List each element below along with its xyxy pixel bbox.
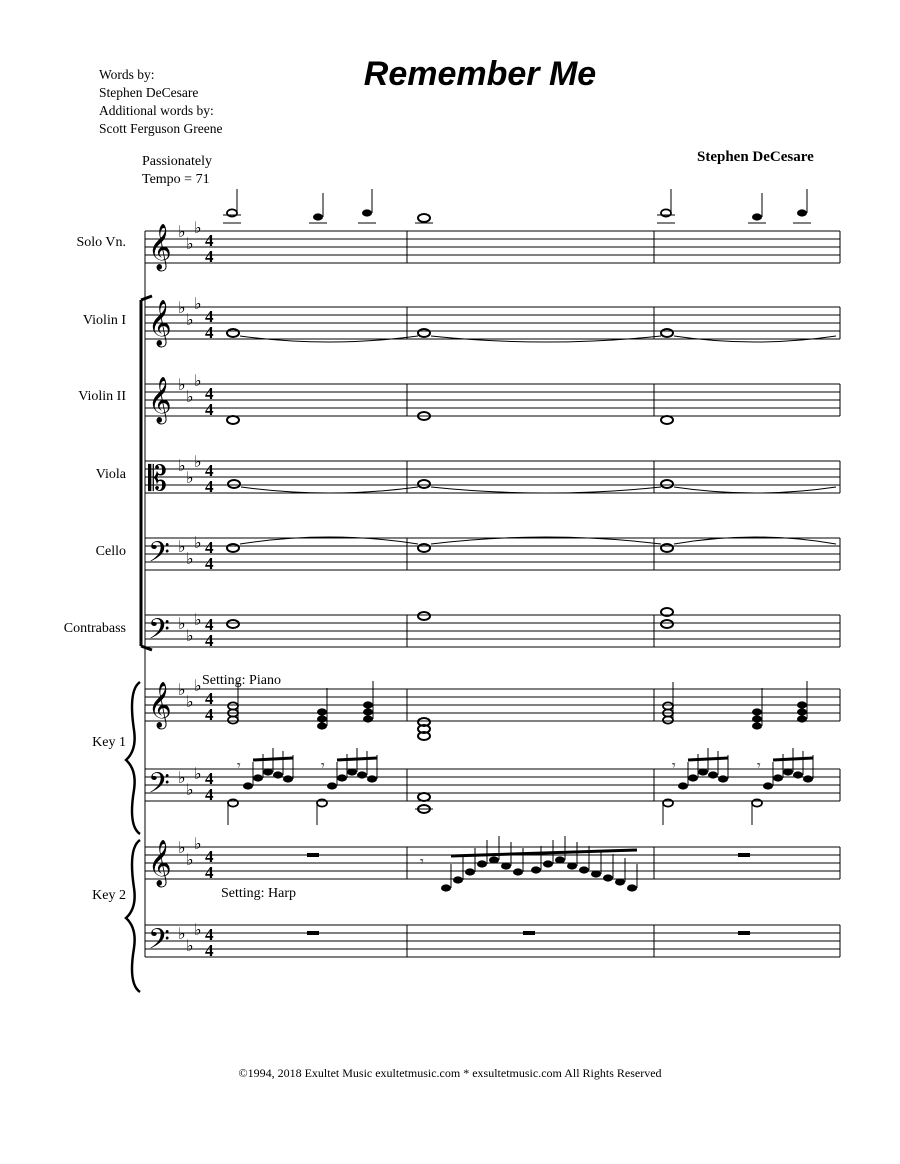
flat-icon: ♭ <box>194 294 202 313</box>
half-note <box>317 799 327 806</box>
eighth-rest-icon: 𝄾 <box>321 759 325 774</box>
flat-icon: ♭ <box>178 680 186 699</box>
whole-note <box>661 620 673 628</box>
credit-line: Additional words by: <box>99 103 214 118</box>
tie <box>431 487 661 493</box>
quarter-note <box>698 768 708 775</box>
eighth-rest-icon: 𝄾 <box>757 759 761 774</box>
flat-icon: ♭ <box>194 610 202 629</box>
credit-line: Words by: <box>99 67 155 82</box>
quarter-note <box>283 775 293 782</box>
flat-icon: ♭ <box>194 533 202 552</box>
quarter-note <box>763 782 773 789</box>
time-signature: 4 <box>205 705 214 724</box>
whole-rest <box>523 931 535 935</box>
clef-icon: 𝄡 <box>148 459 167 499</box>
whole-note <box>418 480 430 488</box>
time-signature: 4 <box>205 538 214 557</box>
quarter-note <box>708 771 718 778</box>
quarter-note <box>362 209 372 216</box>
quarter-note <box>797 209 807 216</box>
tie <box>241 487 418 493</box>
quarter-note <box>465 868 475 875</box>
time-signature: 4 <box>205 307 214 326</box>
flat-icon: ♭ <box>194 371 202 390</box>
half-note <box>661 209 671 216</box>
quarter-note <box>752 708 762 715</box>
whole-note <box>661 329 673 337</box>
quarter-note <box>363 715 373 722</box>
clef-icon: 𝄞 <box>148 300 172 346</box>
quarter-note <box>752 722 762 729</box>
credit-line: Scott Ferguson Greene <box>99 121 223 136</box>
whole-note <box>661 480 673 488</box>
quarter-note <box>793 771 803 778</box>
clef-icon: 𝄢 <box>148 536 170 576</box>
quarter-note <box>688 774 698 781</box>
composer-name: Stephen DeCesare <box>697 149 814 165</box>
copyright-footer: ©1994, 2018 Exultet Music exultetmusic.com * exsultetmusic.com All Rights Reserved <box>238 1066 662 1080</box>
time-signature: 4 <box>205 384 214 403</box>
whole-rest <box>738 853 750 857</box>
clef-icon: 𝄞 <box>148 840 172 886</box>
time-signature: 4 <box>205 477 214 496</box>
whole-rest <box>307 853 319 857</box>
whole-rest <box>307 931 319 935</box>
quarter-note <box>718 775 728 782</box>
whole-note <box>227 329 239 337</box>
quarter-note <box>591 870 601 877</box>
credit-line: Stephen DeCesare <box>99 85 199 100</box>
quarter-note <box>253 774 263 781</box>
quarter-note <box>317 715 327 722</box>
half-note <box>228 799 238 806</box>
flat-icon: ♭ <box>186 626 194 645</box>
note-beam <box>253 758 293 760</box>
time-signature: 4 <box>205 400 214 419</box>
quarter-note <box>367 775 377 782</box>
time-signature: 4 <box>205 863 214 882</box>
whole-note <box>418 793 430 801</box>
time-signature: 4 <box>205 925 214 944</box>
quarter-note <box>603 874 613 881</box>
whole-note <box>418 329 430 337</box>
quarter-note <box>797 708 807 715</box>
whole-note <box>228 480 240 488</box>
flat-icon: ♭ <box>186 310 194 329</box>
flat-icon: ♭ <box>178 298 186 317</box>
whole-note <box>227 544 239 552</box>
time-signature: 4 <box>205 631 214 650</box>
time-signature: 4 <box>205 461 214 480</box>
whole-note <box>418 214 430 222</box>
note-beam <box>688 758 728 760</box>
flat-icon: ♭ <box>186 549 194 568</box>
time-signature: 4 <box>205 323 214 342</box>
eighth-rest-icon: 𝄾 <box>672 759 676 774</box>
flat-icon: ♭ <box>186 234 194 253</box>
tie <box>674 487 836 493</box>
time-signature: 4 <box>205 615 214 634</box>
flat-icon: ♭ <box>186 387 194 406</box>
staff-label-violin-1: Violin I <box>82 313 126 328</box>
half-note <box>663 799 673 806</box>
quarter-note <box>615 878 625 885</box>
flat-icon: ♭ <box>178 456 186 475</box>
quarter-note <box>317 722 327 729</box>
quarter-note <box>803 775 813 782</box>
quarter-note <box>627 884 637 891</box>
clef-icon: 𝄢 <box>148 613 170 653</box>
quarter-note <box>453 876 463 883</box>
quarter-note <box>347 768 357 775</box>
staff-label-contrabass: Contrabass <box>63 621 126 636</box>
clef-icon: 𝄞 <box>148 224 172 270</box>
eighth-rest-icon: 𝄾 <box>237 759 241 774</box>
quarter-note <box>477 860 487 867</box>
quarter-note <box>363 701 373 708</box>
quarter-note <box>783 768 793 775</box>
quarter-note <box>579 866 589 873</box>
page-title: Remember Me <box>363 55 597 93</box>
clef-icon: 𝄞 <box>148 682 172 728</box>
staff-label-key-1: Key 1 <box>92 735 126 750</box>
quarter-note <box>313 213 323 220</box>
whole-note <box>227 416 239 424</box>
quarter-note <box>273 771 283 778</box>
flat-icon: ♭ <box>194 764 202 783</box>
staff-label-solo-violin: Solo Vn. <box>76 235 126 250</box>
key-1-setting: Setting: Piano <box>202 673 281 688</box>
time-signature: 4 <box>205 847 214 866</box>
staff-label-viola: Viola <box>95 467 126 482</box>
whole-note <box>227 620 239 628</box>
quarter-note <box>678 782 688 789</box>
quarter-note <box>243 782 253 789</box>
quarter-note <box>327 782 337 789</box>
staff-lines <box>126 218 840 992</box>
flat-icon: ♭ <box>178 768 186 787</box>
time-signature: 4 <box>205 785 214 804</box>
staff-label-cello: Cello <box>95 544 126 559</box>
half-note <box>227 209 237 216</box>
flat-icon: ♭ <box>186 692 194 711</box>
note-beam <box>773 758 813 760</box>
staff-label-violin-2: Violin II <box>78 389 126 404</box>
quarter-note <box>263 768 273 775</box>
time-signature: 4 <box>205 941 214 960</box>
clef-icon: 𝄢 <box>148 923 170 963</box>
flat-icon: ♭ <box>178 537 186 556</box>
key-1-brace <box>126 682 140 834</box>
clef-icon: 𝄢 <box>148 767 170 807</box>
quarter-note <box>513 868 523 875</box>
flat-icon: ♭ <box>178 375 186 394</box>
time-signature: 4 <box>205 769 214 788</box>
eighth-rest-icon: 𝄾 <box>420 855 424 870</box>
whole-rest <box>738 931 750 935</box>
flat-icon: ♭ <box>194 676 202 695</box>
quarter-note <box>441 884 451 891</box>
quarter-note <box>752 715 762 722</box>
flat-icon: ♭ <box>194 920 202 939</box>
quarter-note <box>567 862 577 869</box>
whole-note <box>418 544 430 552</box>
quarter-note <box>337 774 347 781</box>
clef-icon: 𝄞 <box>148 377 172 423</box>
quarter-note <box>489 856 499 863</box>
quarter-note <box>797 701 807 708</box>
whole-note <box>418 612 430 620</box>
flat-icon: ♭ <box>186 468 194 487</box>
quarter-note <box>797 715 807 722</box>
flat-icon: ♭ <box>178 838 186 857</box>
quarter-note <box>773 774 783 781</box>
quarter-note <box>531 866 541 873</box>
whole-note <box>661 416 673 424</box>
tempo-value: Tempo = 71 <box>142 172 210 187</box>
half-note <box>752 799 762 806</box>
staff-label-key-2: Key 2 <box>92 888 126 903</box>
quarter-note <box>317 708 327 715</box>
whole-note <box>661 544 673 552</box>
quarter-note <box>752 213 762 220</box>
tempo-expression: Passionately <box>142 154 212 169</box>
time-signature: 4 <box>205 554 214 573</box>
time-signature: 4 <box>205 689 214 708</box>
flat-icon: ♭ <box>178 222 186 241</box>
flat-icon: ♭ <box>186 850 194 869</box>
flat-icon: ♭ <box>178 924 186 943</box>
quarter-note <box>555 856 565 863</box>
flat-icon: ♭ <box>194 834 202 853</box>
flat-icon: ♭ <box>186 780 194 799</box>
note-beam <box>337 758 377 760</box>
time-signature: 4 <box>205 231 214 250</box>
flat-icon: ♭ <box>194 218 202 237</box>
key-2-brace <box>126 840 140 992</box>
quarter-note <box>363 708 373 715</box>
quarter-note <box>501 862 511 869</box>
flat-icon: ♭ <box>194 452 202 471</box>
quarter-note <box>357 771 367 778</box>
flat-icon: ♭ <box>186 936 194 955</box>
quarter-note <box>543 860 553 867</box>
flat-icon: ♭ <box>178 614 186 633</box>
key-2-setting: Setting: Harp <box>221 886 297 901</box>
time-signature: 4 <box>205 247 214 266</box>
